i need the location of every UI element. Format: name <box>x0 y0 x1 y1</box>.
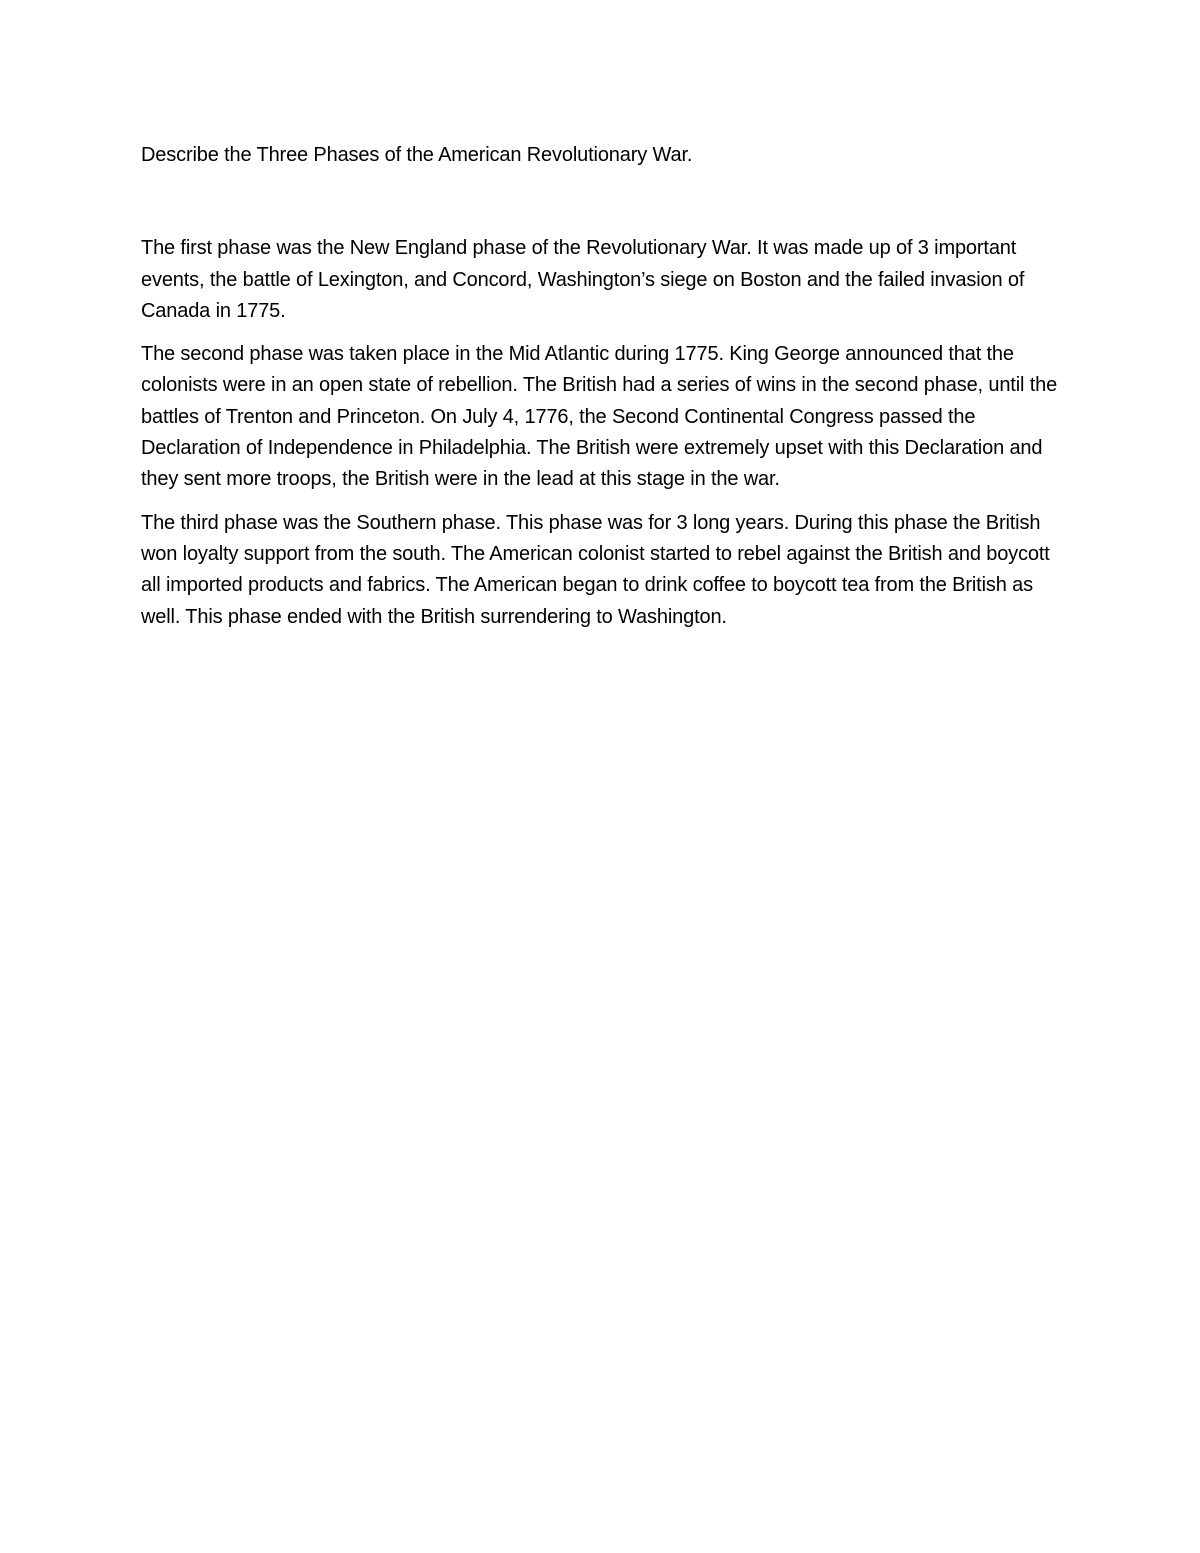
paragraph-first-phase: The first phase was the New England phase of the Revolutionary War. It was made up of 3 important events, the battle of Lexington, and Concord, Washington’s siege on Boston and the failed invasion of Canada in 1775. <box>141 237 1025 322</box>
paragraph-third-phase: The third phase was the Southern phase. This phase was for 3 long years. During this phase the British won loyalty support from the south. The American colonist started to rebel against the British and boycott all imported products and fabrics. The American began to drink coffee to boycott tea from the British as well. This phase ended with the British surrendering to Washington. <box>141 511 1050 628</box>
document-title: Describe the Three Phases of the American Revolutionary War. <box>141 144 693 166</box>
paragraph-second-phase: The second phase was taken place in the Mid Atlantic during 1775. King George announced that the colonists were in an open state of rebellion. The British had a series of wins in the second phase, until the battles of Trenton and Princeton. On July 4, 1776, the Second Continental Congress passed the Declaration of Independence in Philadelphia. The British were extremely upset with this Declaration and they sent more troops, the British were in the lead at this stage in the war. <box>141 343 1058 491</box>
document-body <box>141 140 1071 645</box>
